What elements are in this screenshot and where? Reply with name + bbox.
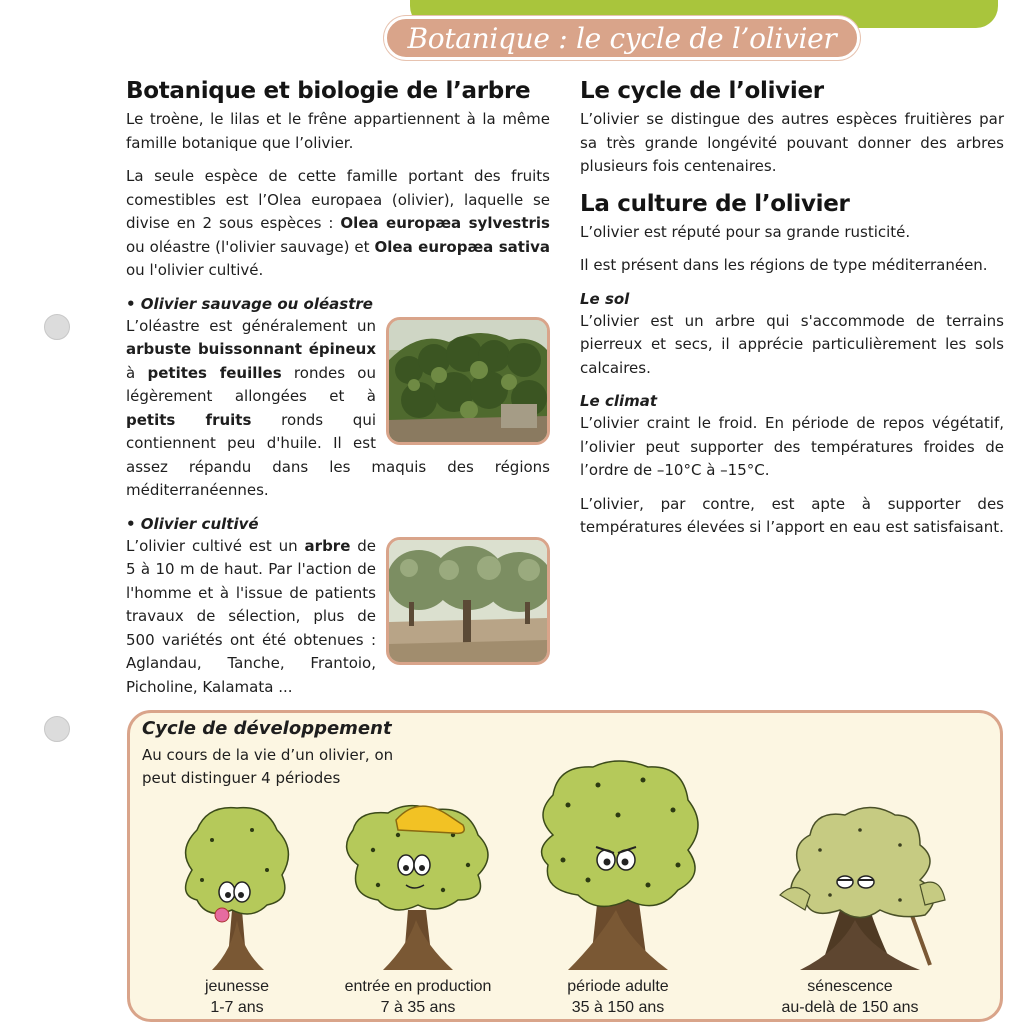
cartoon-tree-icon: [770, 800, 950, 970]
stage-label: [328, 976, 508, 1018]
stage-name: période adulte: [567, 978, 669, 995]
cycle-intro: Au cours de la vie d’un olivier, on peut distinguer 4 périodes: [142, 746, 394, 787]
punch-hole-icon: [44, 716, 70, 742]
subheading-cultive: • Olivier cultivé: [126, 514, 259, 533]
term-fruits: petits fruits: [126, 410, 252, 429]
term-arbuste: arbuste buissonnant épineux: [126, 340, 376, 358]
stage-label: [172, 976, 302, 1018]
stage-label: [528, 976, 708, 1018]
term-arbre: arbre: [304, 536, 351, 555]
text: de 5 à 10 m de haut. Par l'action de l'homme et à l'issue de patients travaux de sélection, plus de 500 variétés ont été obtenues : Aglandau, Tanche, Frantoio, Picholine, Kalamata ...: [126, 536, 376, 696]
cycle-title: Cycle de développement: [142, 718, 392, 739]
heading-cycle: Le cycle de l’olivier: [580, 78, 824, 104]
stage-name: jeunesse: [204, 978, 270, 995]
stage-age: au-delà de 150 ans: [781, 999, 919, 1016]
paragraph-rusticite: L’olivier est réputé pour sa grande rusticité.: [580, 222, 911, 241]
text: à: [126, 363, 148, 382]
heading-culture: La culture de l’olivier: [580, 190, 850, 217]
paragraph-espece: [126, 165, 550, 283]
stage-name: sénescence: [807, 978, 893, 995]
stage-age: 35 à 150 ans: [571, 999, 665, 1016]
text: rondes ou légèrement allongées et à: [126, 363, 376, 405]
wild-olive-photo: [386, 317, 550, 445]
paragraph-famille: Le troène, le lilas et le frêne appartiennent à la même famille botanique que l’olivier.: [126, 110, 550, 152]
subheading-climat: Le climat: [580, 392, 658, 410]
stage-age: 1-7 ans: [210, 999, 264, 1016]
text: ou l'olivier cultivé.: [126, 261, 264, 279]
text: L’oléastre est généralement un: [126, 316, 376, 335]
text: ou oléastre (l'olivier sauvage) et: [126, 237, 375, 256]
left-column: [126, 76, 550, 699]
punch-hole-icon: [44, 314, 70, 340]
section-title: Botanique : le cycle de l’olivier: [407, 21, 837, 55]
paragraph-sol: L’olivier est un arbre qui s'accommode de terrains pierreux et secs, il apprécie particulièrement les sols calcaires.: [580, 311, 1004, 377]
cultivated-olive-photo: [386, 537, 550, 665]
cartoon-tree-icon: [338, 795, 498, 970]
latin-sativa: Olea europæa sativa: [374, 237, 550, 256]
text: ronds qui contiennent peu d'huile. Il est assez répandu dans les maquis des régions méditerranéennes.: [126, 410, 550, 499]
paragraph-climat: L’olivier craint le froid. En période de repos végétatif, l’olivier peut supporter des températures froides de l’ordre de –10°C à –15°C.: [580, 414, 1004, 479]
stage-name: entrée en production: [344, 978, 492, 995]
cartoon-tree-icon: [528, 755, 708, 970]
text: La seule espèce de cette famille portant des fruits comestibles est l’Olea europaea (olivier), laquelle se divise en 2 sous espèces :: [126, 167, 550, 232]
stage-age: 7 à 35 ans: [380, 999, 456, 1016]
text: L’olivier cultivé est un: [126, 536, 305, 555]
stage-label: [760, 976, 940, 1018]
section-title-pill: [384, 16, 860, 60]
latin-sylvestris: Olea europæa sylvestris: [340, 214, 550, 232]
paragraph-longevite: L’olivier se distingue des autres espèces fruitières par sa très grande longévité pouvant donner des arbres plusieurs fois centenaires.: [580, 110, 1004, 175]
subheading-sauvage: • Olivier sauvage ou oléastre: [126, 294, 373, 313]
paragraph-regions: Il est présent dans les régions de type méditerranéen.: [580, 256, 988, 274]
heading-botanique: Botanique et biologie de l’arbre: [126, 78, 531, 104]
cartoon-tree-icon: [172, 800, 302, 970]
right-column: [580, 76, 1004, 550]
paragraph-chaleur: L’olivier, par contre, est apte à supporter des températures élevées si l’apport en eau est satisfaisant.: [580, 494, 1004, 536]
subheading-sol: Le sol: [580, 289, 630, 308]
term-feuilles: petites feuilles: [147, 363, 282, 382]
